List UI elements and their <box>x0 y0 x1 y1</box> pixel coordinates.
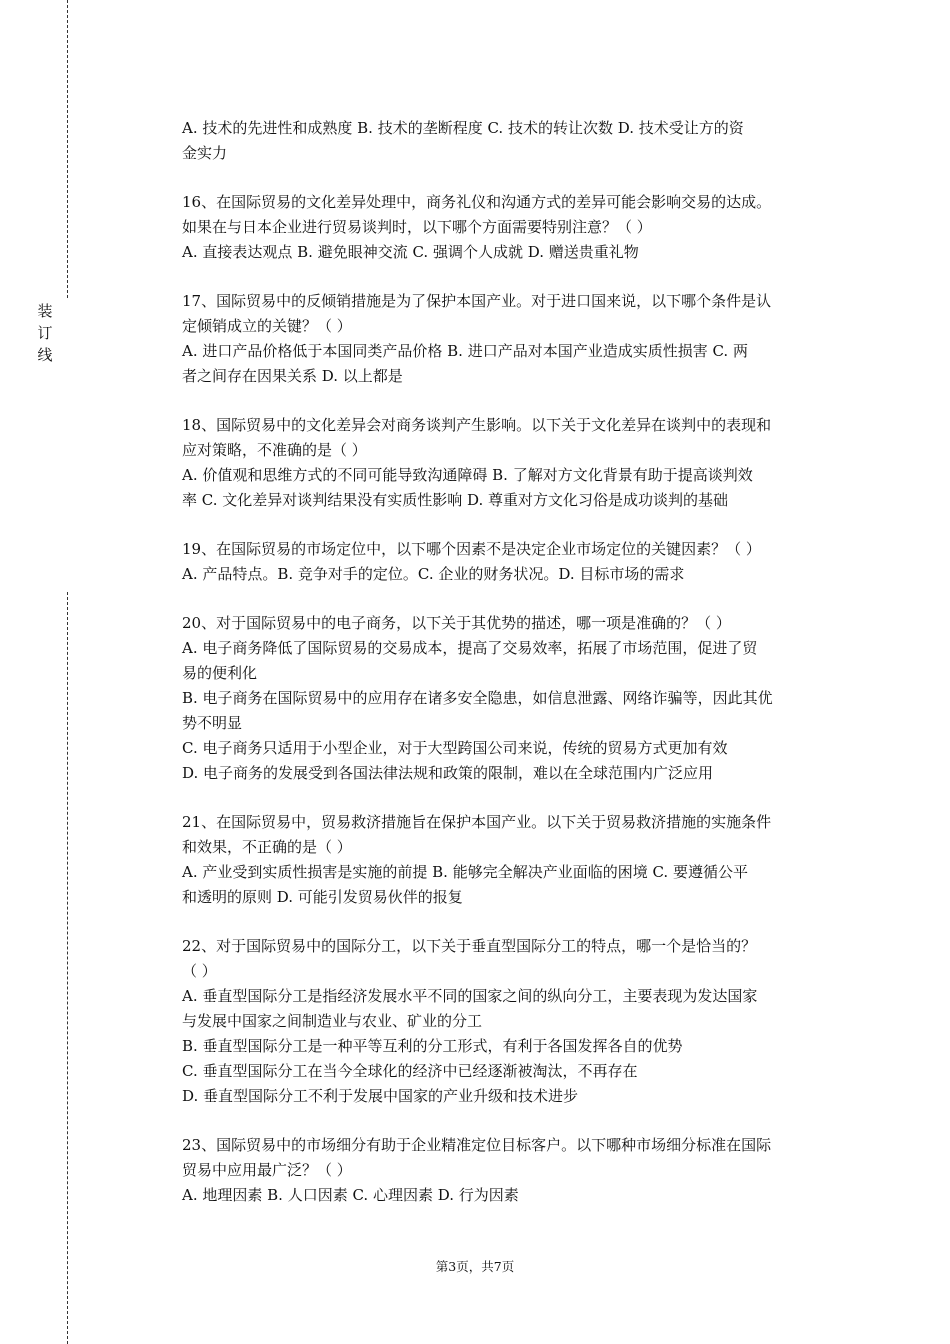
option-b: 势不明显 <box>182 714 243 732</box>
question-15-options <box>182 116 842 166</box>
option-c: C. 垂直型国际分工在当今全球化的经济中已经逐渐被淘汰，不再存在 <box>182 1062 638 1080</box>
question-options: A. 直接表达观点 B. 避免眼神交流 C. 强调个人成就 D. 赠送贵重礼物 <box>182 243 639 261</box>
question-stem: 21、在国际贸易中，贸易救济措施旨在保护本国产业。以下关于贸易救济措施的实施条件 <box>182 813 772 831</box>
question-stem: 23、国际贸易中的市场细分有助于企业精准定位目标客户。以下哪种市场细分标准在国际 <box>182 1136 772 1154</box>
question-options: A. 地理因素 B. 人口因素 C. 心理因素 D. 行为因素 <box>182 1186 519 1204</box>
question-stem: （ ） <box>182 962 217 980</box>
question-19 <box>182 537 842 587</box>
binding-label-char: 订 <box>37 324 53 342</box>
question-23 <box>182 1133 842 1208</box>
option-c: C. 电子商务只适用于小型企业，对于大型跨国公司来说，传统的贸易方式更加有效 <box>182 739 728 757</box>
question-options: A. 进口产品价格低于本国同类产品价格 B. 进口产品对本国产业造成实质性损害 C. 两 <box>182 342 748 360</box>
text-line: 金实力 <box>182 144 228 162</box>
question-stem: 18、国际贸易中的文化差异会对商务谈判产生影响。以下关于文化差异在谈判中的表现和 <box>182 416 772 434</box>
question-stem: 定倾销成立的关键？（ ） <box>182 317 352 335</box>
question-stem: 19、在国际贸易的市场定位中，以下哪个因素不是决定企业市场定位的关键因素？（ ） <box>182 540 761 558</box>
question-options: A. 产品特点。B. 竞争对手的定位。C. 企业的财务状况。D. 目标市场的需求 <box>182 565 685 583</box>
question-21 <box>182 810 842 910</box>
question-17 <box>182 289 842 389</box>
binding-label-char: 线 <box>37 346 53 364</box>
question-options: A. 价值观和思维方式的不同可能导致沟通障碍 B. 了解对方文化背景有助于提高谈判效 <box>182 466 753 484</box>
page-number-footer: 第3页，共7页 <box>435 1259 515 1274</box>
question-stem: 和效果，不正确的是（ ） <box>182 838 352 856</box>
question-options: 者之间存在因果关系 D. 以上都是 <box>182 367 403 385</box>
option-b: B. 电子商务在国际贸易中的应用存在诸多安全隐患，如信息泄露、网络诈骗等，因此其优 <box>182 689 773 707</box>
option-a: A. 电子商务降低了国际贸易的交易成本，提高了交易效率，拓展了市场范围，促进了贸 <box>182 639 758 657</box>
option-a: 易的便利化 <box>182 664 258 682</box>
text-line: A. 技术的先进性和成熟度 B. 技术的垄断程度 C. 技术的转让次数 D. 技术受让方的资 <box>182 119 744 137</box>
question-22 <box>182 934 842 1109</box>
binding-dashed-line-bottom <box>67 592 68 1344</box>
option-a: A. 垂直型国际分工是指经济发展水平不同的国家之间的纵向分工，主要表现为发达国家 <box>182 987 758 1005</box>
question-list <box>182 116 842 1232</box>
question-stem: 16、在国际贸易的文化差异处理中，商务礼仪和沟通方式的差异可能会影响交易的达成。 <box>182 193 772 211</box>
question-18 <box>182 413 842 513</box>
question-stem: 17、国际贸易中的反倾销措施是为了保护本国产业。对于进口国来说，以下哪个条件是认 <box>182 292 772 310</box>
question-stem: 20、对于国际贸易中的电子商务，以下关于其优势的描述，哪一项是准确的？（ ） <box>182 614 731 632</box>
option-a: 与发展中国家之间制造业与农业、矿业的分工 <box>182 1012 483 1030</box>
question-stem: 22、对于国际贸易中的国际分工，以下关于垂直型国际分工的特点，哪一个是恰当的？ <box>182 937 757 955</box>
option-d: D. 电子商务的发展受到各国法律法规和政策的限制，难以在全球范围内广泛应用 <box>182 764 714 782</box>
question-options: 和透明的原则 D. 可能引发贸易伙伴的报复 <box>182 888 463 906</box>
binding-label-char: 装 <box>37 302 53 320</box>
question-stem: 如果在与日本企业进行贸易谈判时，以下哪个方面需要特别注意？（ ） <box>182 218 652 236</box>
question-stem: 贸易中应用最广泛？（ ） <box>182 1161 352 1179</box>
question-options: 率 C. 文化差异对谈判结果没有实质性影响 D. 尊重对方文化习俗是成功谈判的基础 <box>182 491 729 509</box>
question-20 <box>182 611 842 786</box>
question-16 <box>182 190 842 265</box>
binding-label <box>36 300 54 366</box>
question-options: A. 产业受到实质性损害是实施的前提 B. 能够完全解决产业面临的困境 C. 要遵循公平 <box>182 863 748 881</box>
question-stem: 应对策略，不准确的是（ ） <box>182 441 367 459</box>
option-b: B. 垂直型国际分工是一种平等互利的分工形式，有利于各国发挥各自的优势 <box>182 1037 683 1055</box>
option-d: D. 垂直型国际分工不利于发展中国家的产业升级和技术进步 <box>182 1087 579 1105</box>
binding-dashed-line-top <box>67 0 68 298</box>
